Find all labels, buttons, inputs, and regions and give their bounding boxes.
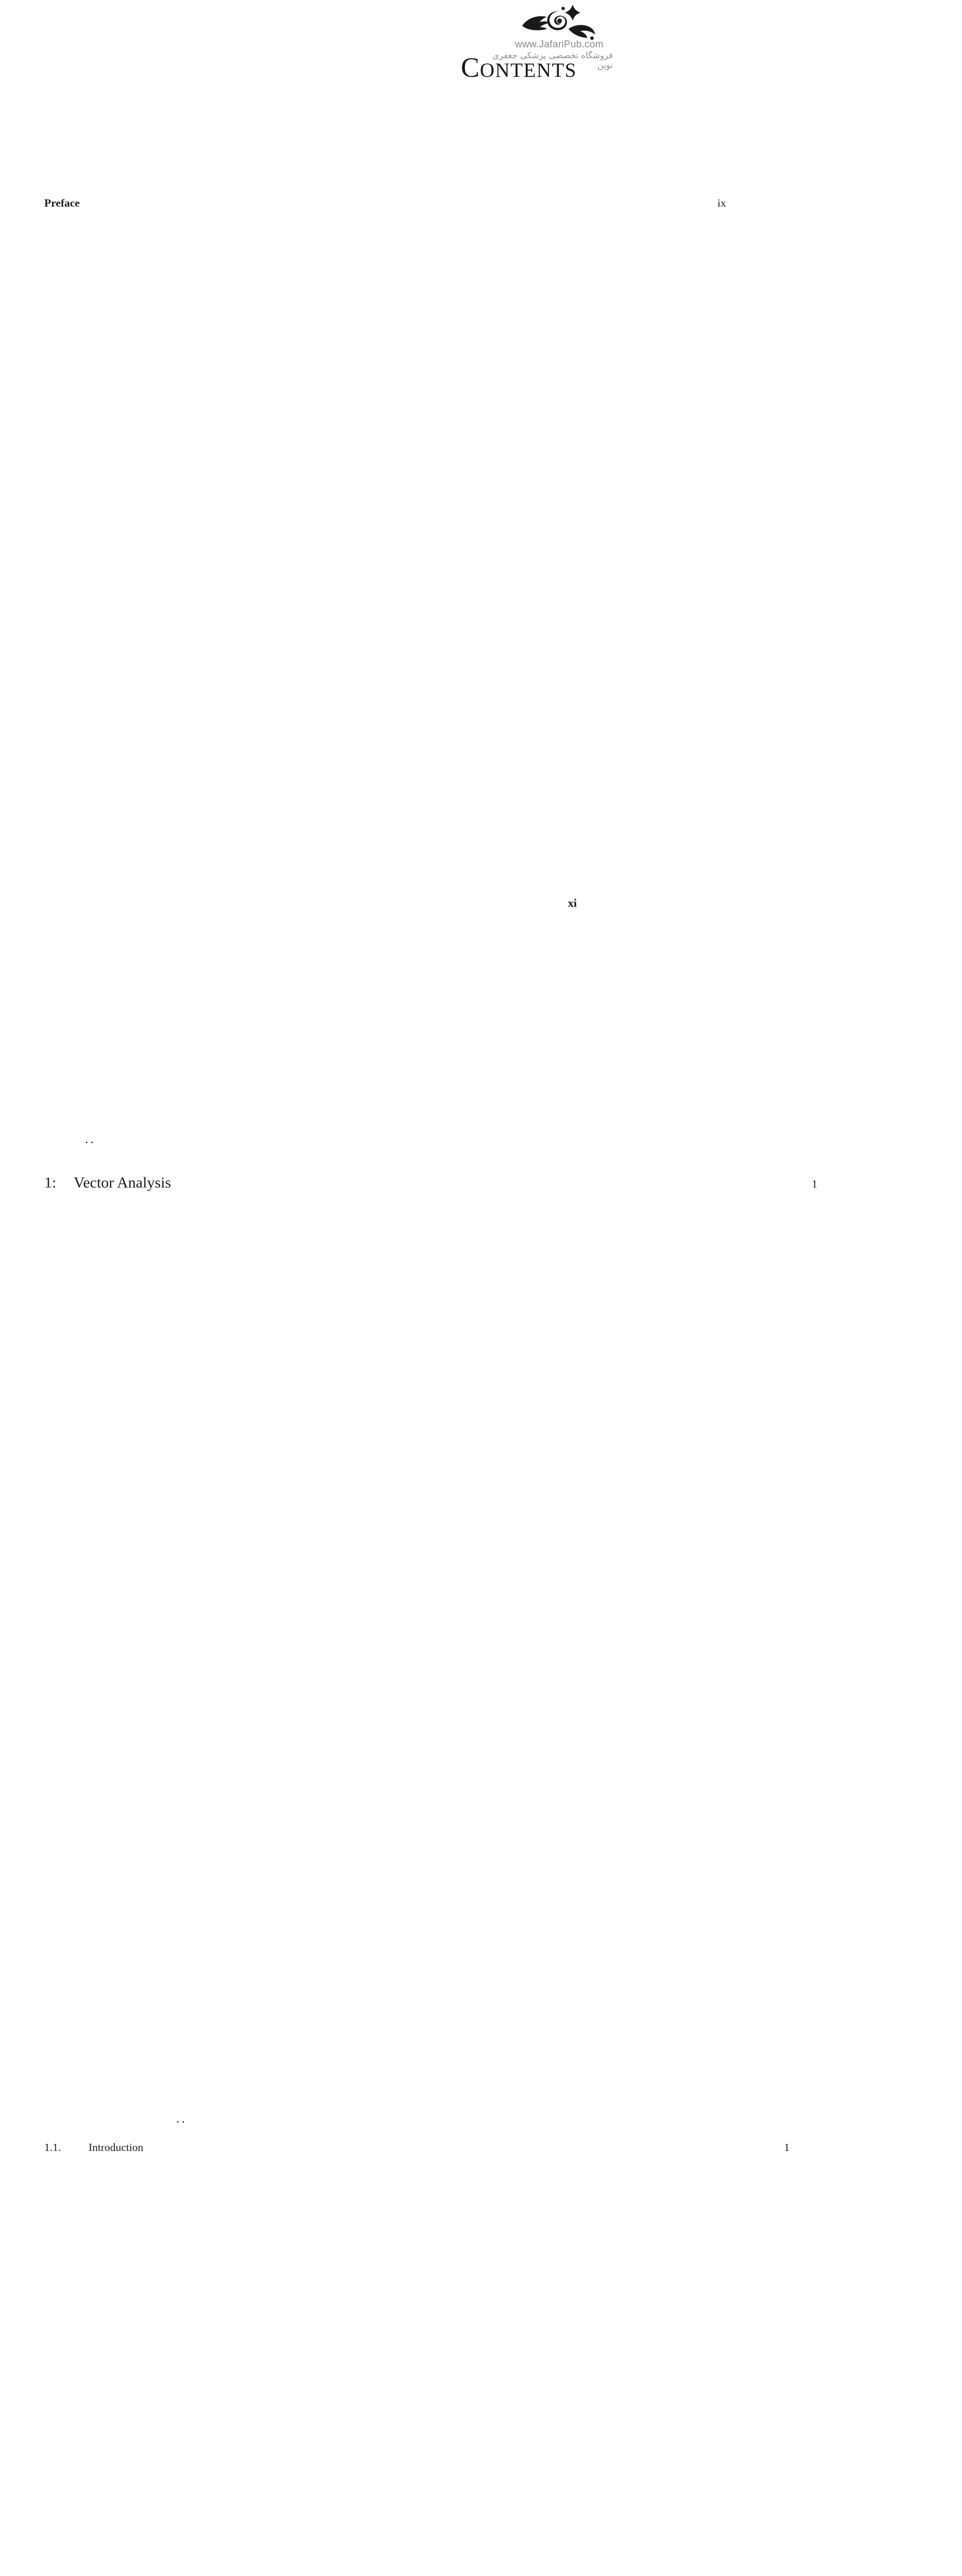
page-title (407, 52, 577, 83)
toc-entry-label: Preface (44, 197, 80, 209)
toc-entry-number: 1.1. (44, 2141, 61, 2154)
toc-entry-number: 1: (44, 1174, 57, 1191)
toc-entry-label: Introduction (89, 2141, 144, 2154)
page-title-rest: ONTENTS (479, 59, 577, 81)
toc-front-matter-row (44, 195, 726, 1148)
toc-entry-page: 1 (188, 1174, 817, 2128)
toc-section-row (44, 2139, 790, 2576)
dot-leader-icon (175, 2120, 187, 2124)
page-number: xi (568, 896, 577, 909)
dot-leader-icon (84, 1140, 96, 1145)
toc-entry-page: 1 (161, 2139, 789, 2576)
page-title-initial: C (460, 52, 480, 83)
publisher-url: www.JafariPub.com (515, 39, 604, 50)
toc-entry-page: ix (97, 195, 726, 1148)
toc-chapter (44, 1173, 818, 2576)
toc-entry-label: Vector Analysis (74, 1174, 171, 1191)
jafari-calligraphy-icon (521, 4, 596, 40)
publisher-name-farsi: فروشگاه تخصصی پزشکی جعفری نوین (492, 50, 613, 70)
publisher-logo (521, 4, 596, 40)
toc-chapter-heading (44, 1173, 818, 2128)
table-of-contents (44, 195, 818, 2576)
